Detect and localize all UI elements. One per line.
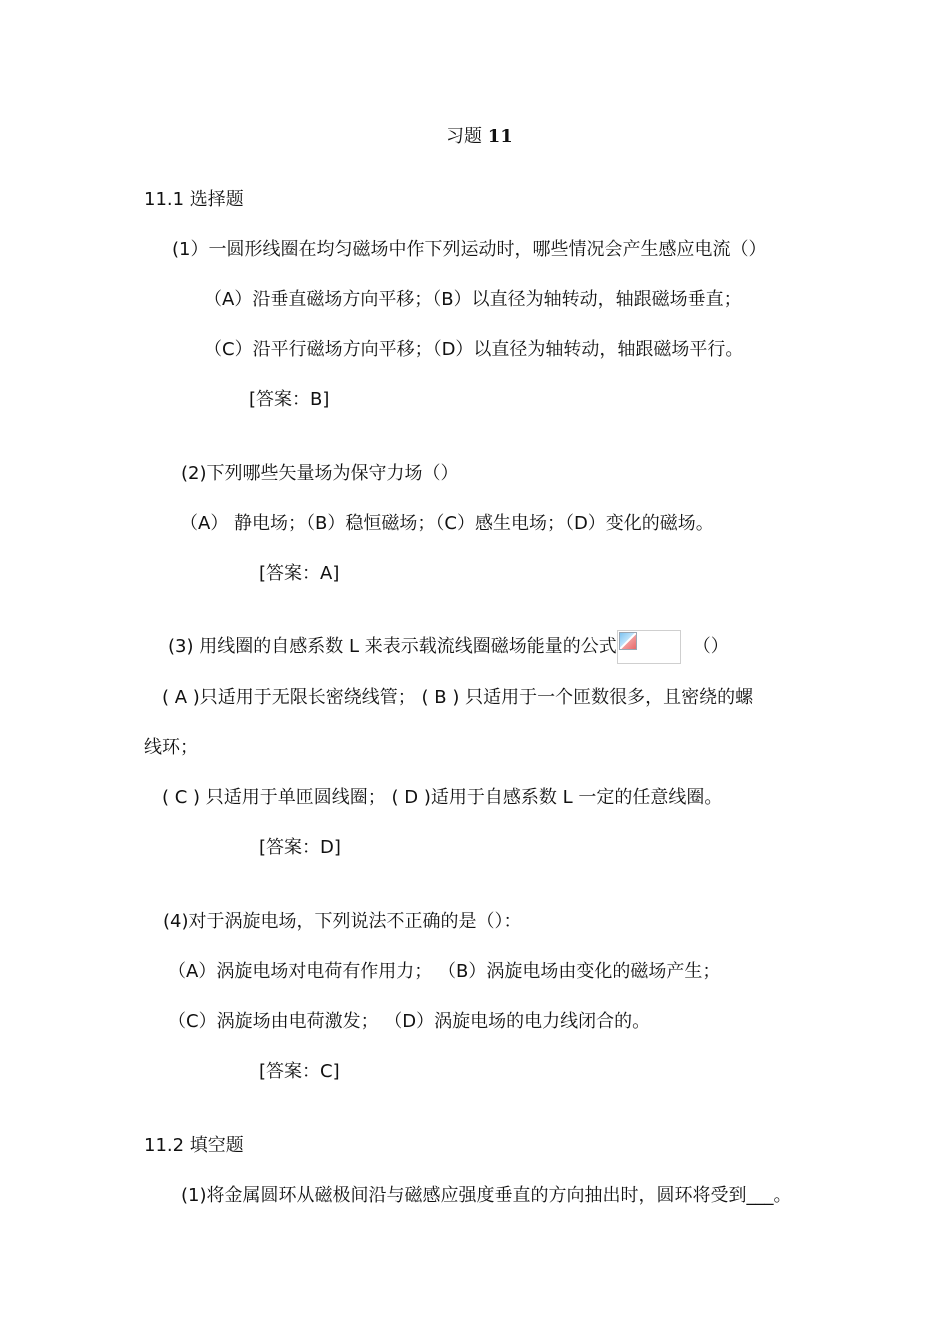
- q2-stem: (2)下列哪些矢量场为保守力场（）: [181, 463, 459, 484]
- title-number: 11: [487, 126, 513, 147]
- q3-stem-end: （）: [692, 636, 729, 657]
- q3-options-cd: ( C ) 只适用于单匝圆线圈； ( D )适用于自感系数 L 一定的任意线圈。: [162, 787, 723, 808]
- q1-options-ab: （A）沿垂直磁场方向平移；（B）以直径为轴转动，轴跟磁场垂直；: [204, 289, 742, 310]
- broken-image-icon: [619, 632, 637, 650]
- q1-options-cd: （C）沿平行磁场方向平移；（D）以直径为轴转动，轴跟磁场平行。: [204, 339, 744, 360]
- q3-stem: (3) 用线圈的自感系数 L 来表示载流线圈磁场能量的公式: [168, 636, 617, 657]
- q3-options-ab: ( A )只适用于无限长密绕线管； ( B ) 只适用于一个匝数很多，且密绕的螺: [162, 687, 754, 708]
- q1-stem: (1）一圆形线圈在均匀磁场中作下列运动时，哪些情况会产生感应电流（）: [172, 239, 767, 260]
- title-prefix: 习题: [446, 126, 488, 147]
- q3-options-ab-cont: 线环；: [144, 737, 198, 758]
- q4-options-cd: （C）涡旋场由电荷激发； （D）涡旋电场的电力线闭合的。: [168, 1011, 651, 1032]
- q4-stem: (4)对于涡旋电场，下列说法不正确的是（）：: [163, 911, 522, 932]
- section-heading-fill: 11.2 填空题: [144, 1135, 244, 1156]
- q4-answer: [答案：C]: [259, 1061, 340, 1082]
- section-heading-choice: 11.1 选择题: [144, 189, 244, 210]
- q3-answer: [答案：D]: [259, 837, 341, 858]
- q2-options: （A） 静电场；（B）稳恒磁场；（C）感生电场；（D）变化的磁场。: [180, 513, 714, 534]
- f1-stem: (1)将金属圆环从磁极间沿与磁感应强度垂直的方向抽出时，圆环将受到___。: [181, 1185, 792, 1206]
- page-title: [446, 125, 513, 149]
- q2-answer: [答案：A]: [259, 563, 340, 584]
- q1-answer: [答案：B]: [249, 389, 330, 410]
- q4-options-ab: （A）涡旋电场对电荷有作用力； （B）涡旋电场由变化的磁场产生；: [168, 961, 721, 982]
- q3-stem-line: [168, 629, 729, 665]
- formula-image-placeholder: [617, 630, 681, 664]
